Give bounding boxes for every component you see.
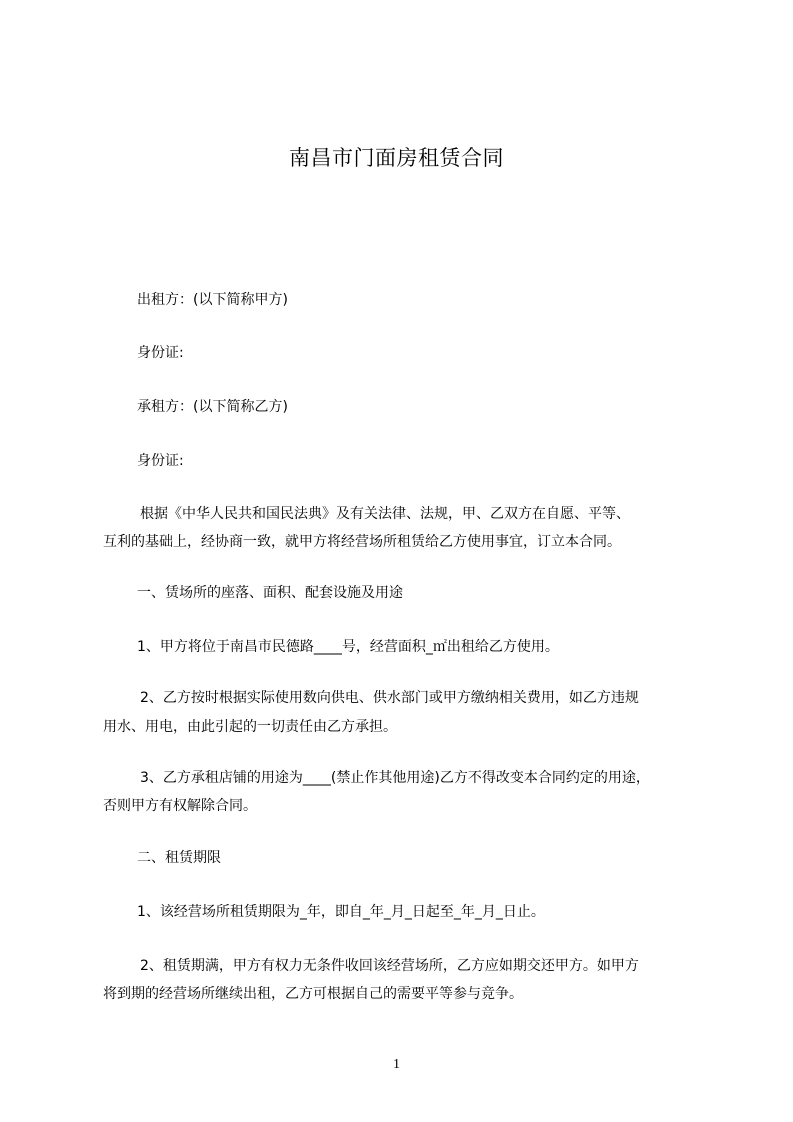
section-2-item-2-line-2: 将到期的经营场所继续出租，乙方可根据自己的需要平等参与竞争。 xyxy=(103,986,523,1002)
document-title: 南昌市门面房租赁合同 xyxy=(289,146,504,170)
section-1-item-3-line-1: 3、乙方承租店铺的用途为____(禁止作其他用途)乙方不得改变本合同约定的用途， xyxy=(140,770,650,786)
section-1-item-1: 1、甲方将位于南昌市民德路____号，经营面积_㎡出租给乙方使用。 xyxy=(137,639,559,655)
preamble-line-2: 互利的基础上，经协商一致，就甲方将经营场所租赁给乙方使用事宜，订立本合同。 xyxy=(103,534,621,550)
lessor-id-line: 身份证: xyxy=(137,345,184,361)
preamble-line-1: 根据《中华人民共和国民法典》及有关法律、法规，甲、乙双方在自愿、平等、 xyxy=(140,506,630,522)
section-1-item-3-line-2: 否则甲方有权解除合同。 xyxy=(103,798,257,814)
section-2-item-1: 1、该经营场所租赁期限为_年，即自_年_月_日起至_年_月_日止。 xyxy=(137,904,545,920)
section-2-item-2-line-1: 2、租赁期满，甲方有权力无条件收回该经营场所，乙方应如期交还甲方。如甲方 xyxy=(140,958,639,974)
section-1-item-2-line-1: 2、乙方按时根据实际使用数向供电、供水部门或甲方缴纳相关费用，如乙方违规 xyxy=(140,690,639,706)
lessee-id-line: 身份证: xyxy=(137,453,184,469)
lessee-line: 承租方：(以下简称乙方) xyxy=(137,399,288,415)
section-1-heading: 一、赁场所的座落、面积、配套设施及用途 xyxy=(137,585,403,601)
lessor-line: 出租方：(以下简称甲方) xyxy=(137,292,288,308)
section-1-item-2-line-2: 用水、用电，由此引起的一切责任由乙方承担。 xyxy=(103,719,397,735)
section-2-heading: 二、租赁期限 xyxy=(137,850,221,866)
page-number: 1 xyxy=(393,1057,400,1072)
